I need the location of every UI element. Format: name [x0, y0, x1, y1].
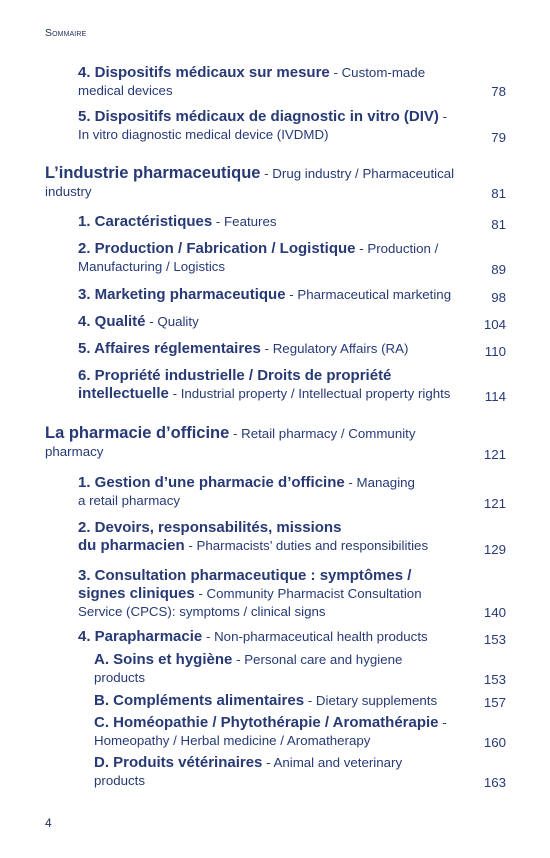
english-translation: - Features	[212, 214, 277, 229]
toc-entry-title	[78, 108, 478, 144]
page-ref: 153	[483, 672, 506, 687]
page-ref: 81	[491, 217, 506, 232]
page-ref: 104	[483, 317, 506, 332]
english-translation: - Managing	[344, 475, 415, 490]
page-number: 4	[45, 816, 52, 830]
toc-entry-title	[78, 567, 478, 621]
page-ref: 129	[483, 542, 506, 557]
english-translation: - Drug industry / Pharmaceutical	[260, 166, 455, 181]
page-ref: 153	[483, 632, 506, 647]
toc-entry-title	[78, 340, 478, 358]
english-translation: - Quality	[145, 314, 199, 329]
toc-entry-title	[78, 286, 478, 304]
chapter-title: L’industrie pharmaceutique	[45, 164, 261, 182]
french-title: D. Produits vétérinaires	[94, 754, 263, 771]
english-translation: Homeopathy / Herbal medicine / Aromatherapy	[94, 733, 371, 748]
toc-entry-title	[78, 474, 478, 510]
english-translation: - Regulatory Affairs (RA)	[260, 341, 409, 356]
page-ref: 110	[484, 344, 506, 359]
english-translation: medical devices	[78, 83, 173, 98]
toc-entry-title	[78, 213, 478, 231]
english-translation: a retail pharmacy	[78, 493, 180, 508]
french-title: 4. Parapharmacie	[78, 628, 203, 645]
page-ref: 89	[491, 262, 506, 277]
french-title: A. Soins et hygiène	[94, 651, 233, 668]
french-title: 2. Production / Fabrication / Logistique	[78, 240, 356, 257]
french-title: B. Compléments alimentaires	[94, 692, 305, 709]
english-translation: - Animal and veterinary	[262, 755, 403, 770]
french-title: 5. Dispositifs médicaux de diagnostic in vitro (DIV)	[78, 108, 439, 125]
english-translation: - Pharmacists’ duties and responsibilities	[184, 538, 429, 553]
english-translation: Manufacturing / Logistics	[78, 259, 226, 274]
english-translation: products	[94, 670, 145, 685]
page-ref: 121	[483, 496, 506, 511]
english-translation: - Production /	[355, 241, 439, 256]
french-title: 1. Gestion d’une pharmacie d’officine	[78, 474, 345, 491]
toc-entry-title	[78, 313, 478, 331]
french-title: intellectuelle	[78, 385, 169, 402]
page-ref: 160	[483, 735, 506, 750]
english-translation: pharmacy	[45, 444, 104, 459]
english-translation: - Non-pharmaceutical health products	[202, 629, 428, 644]
running-header: Sommaire	[45, 27, 87, 39]
page-ref: 79	[491, 130, 506, 145]
french-title: 6. Propriété industrielle / Droits de propriété	[78, 367, 392, 384]
english-translation: industry	[45, 184, 92, 199]
english-translation: In vitro diagnostic medical device (IVDMD)	[78, 127, 329, 142]
toc-entry-title	[78, 628, 478, 646]
page-ref: 81	[491, 186, 506, 201]
page-ref: 157	[483, 695, 506, 710]
page-ref: 114	[484, 389, 506, 404]
toc-entry-title	[45, 424, 475, 461]
french-title: C. Homéopathie / Phytothérapie / Aromathérapie	[94, 714, 439, 731]
toc-entry-title	[78, 240, 478, 276]
toc-entry-title	[94, 651, 479, 687]
french-title: 1. Caractéristiques	[78, 213, 213, 230]
french-title: 5. Affaires réglementaires	[78, 340, 261, 357]
english-translation: products	[94, 773, 145, 788]
toc-entry-title	[78, 64, 478, 100]
english-translation: - Community Pharmacist Consultation	[194, 586, 422, 601]
english-translation: - Dietary supplements	[304, 693, 438, 708]
toc-entry-title	[94, 692, 479, 710]
toc-entry-title	[45, 164, 475, 201]
french-title: signes cliniques	[78, 585, 195, 602]
page-ref: 121	[483, 447, 506, 462]
english-translation: - Pharmaceutical marketing	[285, 287, 452, 302]
page-ref: 163	[483, 775, 506, 790]
french-title: 4. Qualité	[78, 313, 146, 330]
toc-entry-title	[94, 754, 479, 790]
french-title: du pharmacien	[78, 537, 185, 554]
french-title: 2. Devoirs, responsabilités, missions	[78, 519, 342, 536]
page-ref: 98	[491, 290, 506, 305]
french-title: 4. Dispositifs médicaux sur mesure	[78, 64, 330, 81]
english-translation: Service (CPCS): symptoms / clinical signs	[78, 604, 326, 619]
english-translation: - Personal care and hygiene	[232, 652, 403, 667]
french-title: 3. Consultation pharmaceutique : symptômes /	[78, 567, 412, 584]
english-translation: -	[438, 715, 447, 730]
toc-entry-title	[94, 714, 479, 750]
toc-entry-title	[78, 367, 478, 403]
french-title: 3. Marketing pharmaceutique	[78, 286, 286, 303]
english-translation: - Retail pharmacy / Community	[229, 426, 416, 441]
english-translation: - Custom-made	[329, 65, 426, 80]
english-translation: - Industrial property / Intellectual property rights	[168, 386, 451, 401]
chapter-title: La pharmacie d’officine	[45, 424, 230, 442]
toc-entry-title	[78, 519, 478, 555]
english-translation: -	[438, 109, 448, 124]
page-ref: 140	[483, 605, 506, 620]
page-ref: 78	[491, 84, 506, 99]
